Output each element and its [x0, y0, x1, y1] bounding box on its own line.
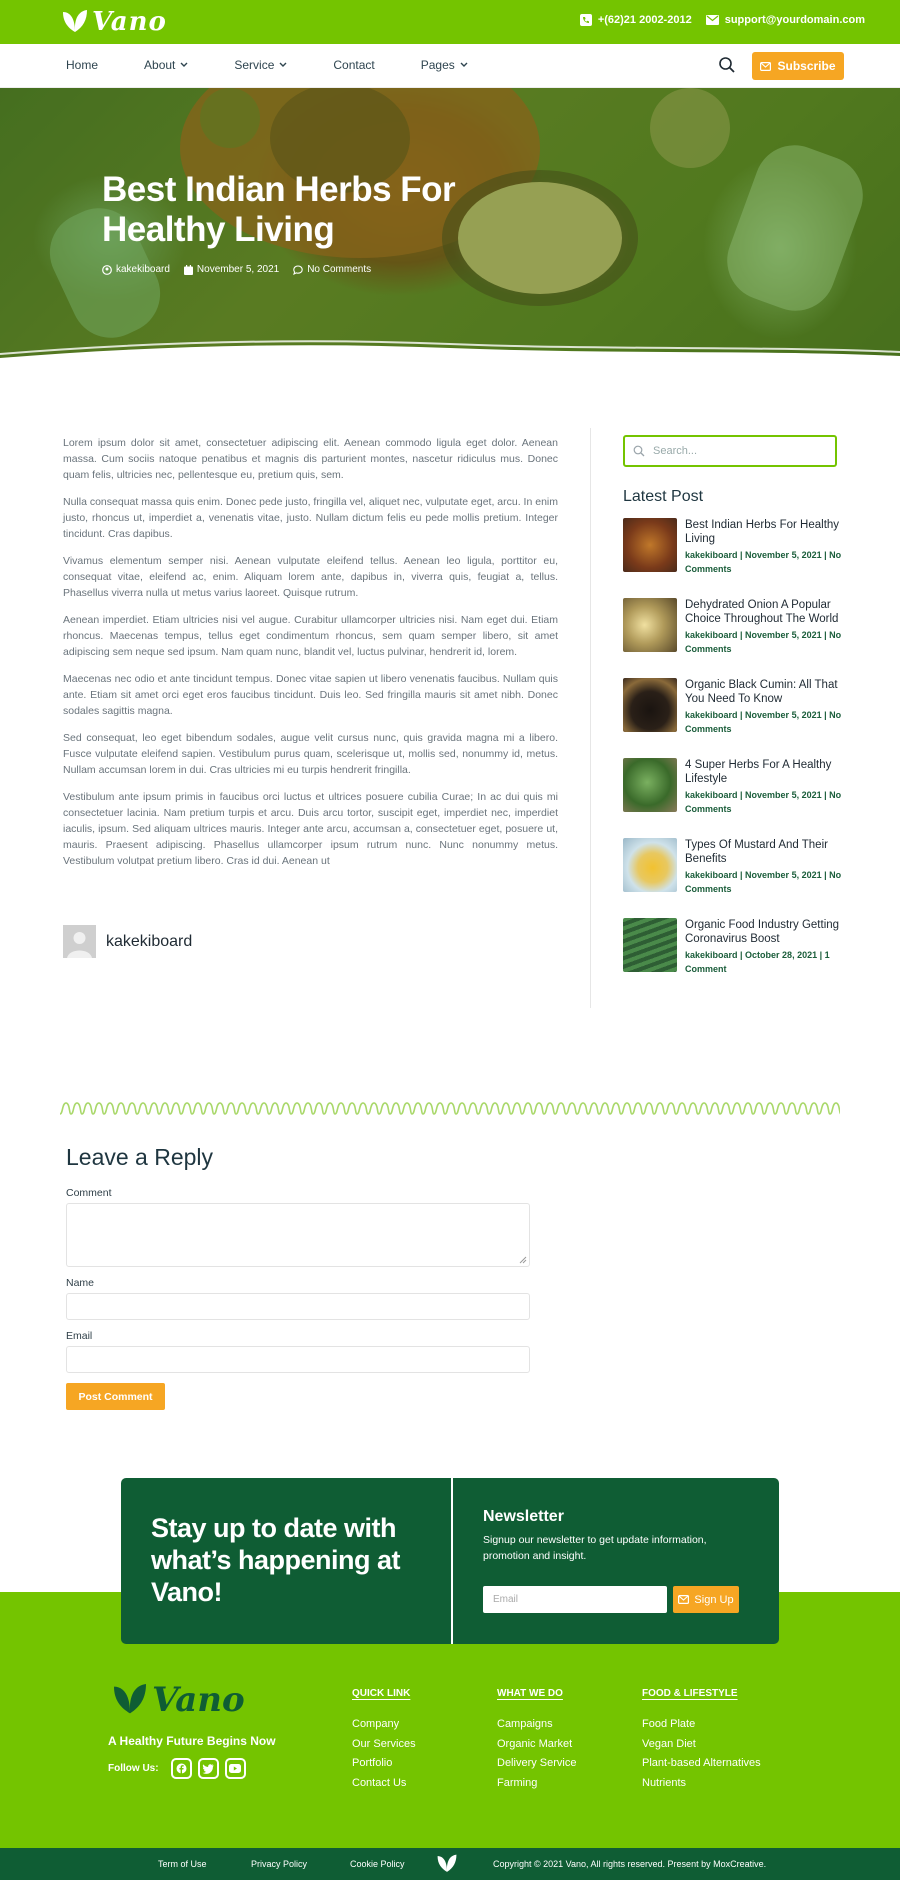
footer-link[interactable]: Nutrients — [642, 1776, 687, 1789]
main-navbar — [0, 44, 900, 88]
search-icon — [718, 56, 736, 74]
footer-link[interactable]: Our Services — [352, 1737, 416, 1750]
footer-column-heading: WHAT WE DO — [497, 1688, 563, 1699]
search-placeholder: Search... — [653, 445, 698, 457]
post-thumbnail[interactable] — [623, 838, 677, 892]
leaf-logo-icon — [110, 1681, 150, 1719]
nav-item-home[interactable] — [66, 58, 98, 72]
post-meta-text: kakekiboard | November 5, 2021 | No Comments — [685, 630, 842, 654]
post-meta-text: kakekiboard | November 5, 2021 | No Comments — [685, 870, 842, 894]
footer-link[interactable]: Delivery Service — [497, 1757, 577, 1769]
default-avatar-icon — [63, 925, 96, 958]
footer-column-quick-link — [352, 1688, 416, 1793]
email-input[interactable] — [66, 1346, 530, 1373]
subscribe-button[interactable] — [752, 52, 844, 80]
chevron-down-icon — [279, 62, 287, 68]
logo-text: Vano — [92, 7, 167, 37]
post-meta-text: kakekiboard | November 5, 2021 | No Comments — [685, 710, 842, 734]
post-comments[interactable] — [293, 264, 371, 275]
footer-logo-text: Vano — [152, 1680, 245, 1720]
comment-label: Comment — [66, 1187, 112, 1199]
copyright-text: Copyright © 2021 Vano, All rights reserved. Present by MoxCreative. — [493, 1859, 767, 1869]
latest-post-list — [623, 518, 843, 998]
list-item[interactable] — [623, 758, 843, 838]
newsletter-divider — [451, 1478, 453, 1644]
twitter-icon[interactable] — [198, 1758, 219, 1779]
post-date-text: November 5, 2021 — [196, 264, 280, 275]
footer-link[interactable]: Organic Market — [497, 1737, 573, 1750]
footer-column-what-we-do — [497, 1688, 576, 1793]
follow-label: Follow Us: — [108, 1763, 159, 1774]
footer-link[interactable]: Company — [352, 1718, 400, 1730]
email-placeholder: Email — [493, 1594, 519, 1605]
article-paragraph: Maecenas nec odio et ante tincidunt tempus. Donec vitae sapien ut libero venenatis faucibus. Nullam quis ante. Etiam sit amet orci eget eros faucibus tincidunt. Duis leo. Sed fringilla mauris sit amet nibh. Donec sodales sagittis magna. — [63, 673, 558, 717]
name-input[interactable] — [66, 1293, 530, 1320]
facebook-icon[interactable] — [171, 1758, 192, 1779]
sidebar-search-input[interactable] — [623, 435, 837, 467]
post-thumbnail[interactable] — [623, 518, 677, 572]
nav-search-button[interactable] — [718, 56, 736, 79]
article-paragraph: Vivamus elementum semper nisi. Aenean vulputate eleifend tellus. Aenean leo ligula, porttitor eu, consequat vitae, eleifend ac, enim. Aliquam lorem ante, dapibus in, viverra quis, feugiat a, tellus. Phasellus viverra nulla ut metus varius laoreet. Quisque rutrum. — [63, 555, 558, 599]
footer-link[interactable]: Vegan Diet — [642, 1737, 696, 1750]
leaf-logo-icon — [435, 1853, 459, 1875]
nav-item-about[interactable] — [144, 58, 188, 72]
resize-handle-icon[interactable] — [519, 1256, 527, 1264]
post-link-title[interactable]: Best Indian Herbs For Healthy Living — [685, 519, 840, 545]
post-author[interactable] — [102, 264, 170, 275]
comment-textarea[interactable] — [66, 1203, 530, 1267]
list-item[interactable] — [623, 518, 843, 598]
post-meta-text: kakekiboard | October 28, 2021 | 1 Comment — [685, 950, 830, 974]
top-contacts — [580, 14, 865, 26]
email-contact[interactable] — [706, 14, 865, 26]
footer-column-heading: QUICK LINK — [352, 1688, 411, 1699]
sign-up-label: Sign Up — [694, 1593, 734, 1606]
top-bar — [0, 0, 900, 44]
cookie-link[interactable]: Cookie Policy — [350, 1859, 405, 1869]
squiggle-divider — [60, 1100, 840, 1120]
article-paragraph: Sed consequat, leo eget bibendum sodales, augue velit cursus nunc, quis gravida magna mi a libero. Fusce vulputate eleifend sapien. Vestibulum purus quam, scelerisque ut, mollis sed, nonummy id, metus. Nullam accumsan lorem in dui. Cras ultricies mi eu turpis hendrerit fringilla. — [63, 732, 558, 776]
footer-link[interactable]: Food Plate — [642, 1718, 696, 1730]
post-comment-button[interactable]: Post Comment — [66, 1383, 165, 1410]
nav-label: Pages — [420, 58, 455, 72]
nav-label: Service — [234, 58, 275, 72]
newsletter-card — [121, 1478, 779, 1644]
article-paragraph: Lorem ipsum dolor sit amet, consectetuer adipiscing elit. Aenean commodo ligula eget dolor. Aenean massa. Cum sociis natoque penatibus et magnis dis parturient montes, nascetur ridiculus mus. Donec quam felis, ultricies nec, pellentesque eu, pretium quis, sem. — [63, 437, 558, 481]
article-paragraph: Vestibulum ante ipsum primis in faucibus orci luctus et ultrices posuere cubilia Curae; In ac dui quis mi consectetuer lacinia. Nam pretium turpis et arcu. Duis arcu tortor, suscipit eget, imperdiet nec, imperdiet iaculis, ipsum. Sed aliquam ultrices mauris. Integer ante arcu, accumsan a, consectetuer eget, posuere ut, mauris. Praesent adipiscing. Phasellus ullamcorper ipsum rutrum nunc. Nunc nonummy metus. Vestibulum volutpat pretium libero. Cras id dui. Aenean ut — [63, 791, 558, 867]
author-box — [63, 925, 192, 958]
privacy-link[interactable]: Privacy Policy — [251, 1859, 308, 1869]
subscribe-label: Subscribe — [777, 59, 836, 73]
nav-label: Home — [66, 58, 99, 72]
post-link-title[interactable]: 4 Super Herbs For A Healthy Lifestyle — [685, 759, 832, 785]
post-meta-text: kakekiboard | November 5, 2021 | No Comments — [685, 790, 842, 814]
footer-link[interactable]: Campaigns — [497, 1718, 553, 1730]
social-links — [108, 1758, 246, 1779]
email-address: support@yourdomain.com — [724, 14, 865, 26]
article-paragraph: Nulla consequat massa quis enim. Donec pede justo, fringilla vel, aliquet nec, vulputate eget, arcu. In enim justo, rhoncus ut, imperdiet a, venenatis vitae, justo. Nullam dictum felis eu pede mollis pretium. Integer tincidunt. Cras dapibus. — [63, 496, 558, 540]
post-meta-text: kakekiboard | November 5, 2021 | No Comments — [685, 550, 842, 574]
comment-form — [66, 1144, 530, 1410]
nav-item-service[interactable] — [234, 58, 287, 72]
post-thumbnail[interactable] — [623, 678, 677, 732]
article-paragraph: Aenean imperdiet. Etiam ultricies nisi vel augue. Curabitur ullamcorper ultricies nisi. Nam eget dui. Etiam rhoncus. Maecenas tempus, tellus eget condimentum rhoncus, sem quam semper libero, sit amet adipiscing sem neque sed ipsum. Nam quam nunc, blandit vel, luctus pulvinar, hendrerit id, lorem. — [63, 614, 558, 658]
phone-icon — [580, 14, 592, 26]
article-body — [63, 435, 558, 880]
avatar[interactable] — [63, 925, 96, 958]
chevron-down-icon — [180, 62, 188, 68]
newsletter-email-input[interactable] — [483, 1586, 667, 1613]
newsletter-description: Signup our newsletter to get update information, promotion and insight. — [483, 1534, 707, 1562]
post-link-title[interactable]: Types Of Mustard And Their Benefits — [685, 839, 828, 865]
search-icon — [633, 445, 645, 457]
phone-contact[interactable] — [580, 14, 692, 26]
phone-number: +(62)21 2002-2012 — [597, 14, 692, 26]
nav-menu — [66, 58, 514, 72]
post-thumbnail[interactable] — [623, 758, 677, 812]
post-thumbnail[interactable] — [623, 918, 677, 972]
reply-heading: Leave a Reply — [66, 1144, 214, 1170]
footer-logo[interactable] — [110, 1680, 245, 1720]
post-author-name: kakekiboard — [116, 264, 170, 275]
nav-label: Contact — [333, 58, 375, 72]
list-item[interactable] — [623, 598, 843, 678]
leaf-logo-icon — [60, 8, 90, 36]
post-title: Best Indian Herbs For Healthy Living — [102, 170, 456, 249]
newsletter-title: Newsletter — [483, 1508, 564, 1525]
latest-post-heading: Latest Post — [623, 488, 704, 505]
footer-column-food-lifestyle — [642, 1688, 761, 1793]
calendar-icon — [184, 265, 193, 275]
footer-link[interactable]: Portfolio — [352, 1757, 393, 1769]
nav-item-contact[interactable] — [333, 58, 374, 72]
footer-tagline: A Healthy Future Begins Now — [108, 1734, 276, 1748]
list-item[interactable] — [623, 918, 843, 998]
hero-banner — [0, 88, 900, 368]
envelope-icon — [678, 1595, 689, 1604]
footer-link[interactable]: Plant-based Alternatives — [642, 1757, 761, 1769]
content-divider — [590, 428, 591, 1008]
hero-wave-divider — [0, 328, 900, 368]
envelope-icon — [760, 62, 771, 71]
list-item[interactable] — [623, 678, 843, 758]
envelope-icon — [706, 15, 719, 25]
terms-link[interactable]: Term of Use — [158, 1859, 207, 1869]
post-date[interactable] — [184, 264, 279, 275]
user-circle-icon — [102, 265, 112, 275]
nav-item-pages[interactable] — [421, 58, 468, 72]
footer-bottom-bar — [0, 1848, 900, 1880]
nav-label: About — [144, 58, 176, 72]
comment-icon — [293, 265, 303, 275]
sign-up-button[interactable] — [673, 1586, 739, 1613]
site-logo[interactable] — [60, 6, 167, 38]
author-name[interactable]: kakekiboard — [106, 932, 193, 950]
list-item[interactable] — [623, 838, 843, 918]
footer-column-heading: FOOD & LIFESTYLE — [642, 1688, 738, 1699]
youtube-icon[interactable] — [225, 1758, 246, 1779]
post-link-title[interactable]: Organic Food Industry Getting Coronavirus Boost — [685, 919, 840, 945]
newsletter-headline: Stay up to date with what’s happening at Vano! — [151, 1513, 401, 1607]
post-comments-text: No Comments — [307, 264, 372, 275]
footer-link[interactable]: Farming — [497, 1776, 538, 1789]
post-link-title[interactable]: Dehydrated Onion A Popular Choice Throughout The World — [685, 599, 839, 625]
footer-link[interactable]: Contact Us — [352, 1776, 407, 1789]
email-label: Email — [66, 1330, 93, 1342]
post-meta — [102, 264, 371, 275]
post-link-title[interactable]: Organic Black Cumin: All That You Need To Know — [685, 679, 838, 705]
chevron-down-icon — [460, 62, 468, 68]
post-thumbnail[interactable] — [623, 598, 677, 652]
name-label: Name — [66, 1277, 95, 1289]
